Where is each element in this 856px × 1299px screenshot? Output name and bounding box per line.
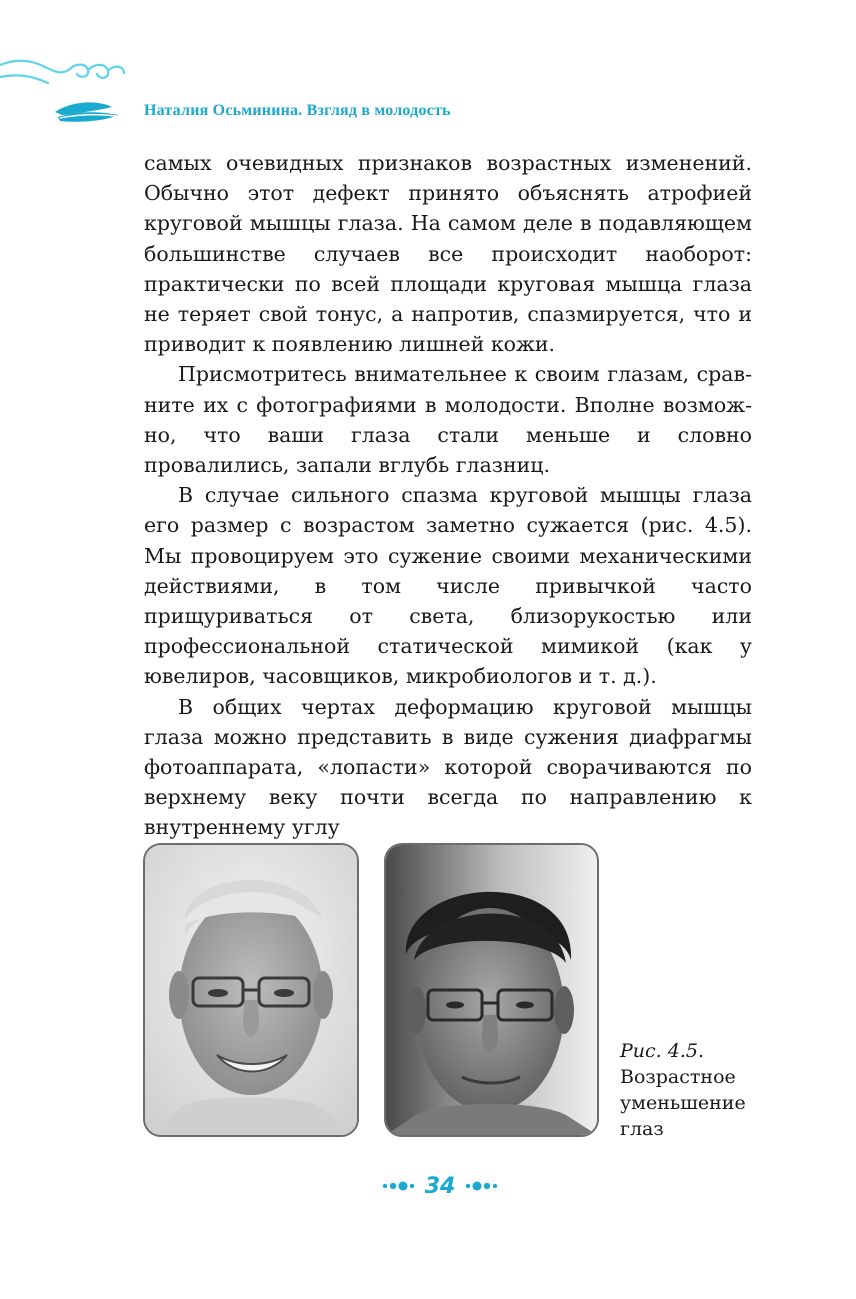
right-dots-ornament-icon bbox=[465, 1179, 499, 1193]
page-number: 34 bbox=[424, 1173, 456, 1199]
left-dots-ornament-icon bbox=[381, 1179, 415, 1193]
figure-description: Возрастное уменьшение глаз bbox=[620, 1066, 746, 1140]
header-ornament bbox=[0, 55, 135, 130]
running-title: Наталия Осьминина. Взгляд в молодость bbox=[144, 102, 451, 119]
paragraph-4: В общих чертах деформацию круговой мышцы глаза можно представить в виде сужения диафрагмы фотоаппарата, «лопасти» которой сворачиваются по верхнему веку почти всегда по направлению к внутреннему углу bbox=[144, 694, 752, 840]
figure-caption bbox=[620, 1038, 760, 1142]
photo-older-man bbox=[143, 843, 359, 1137]
body-text bbox=[144, 148, 752, 843]
page-number-block bbox=[380, 1170, 500, 1202]
paragraph-1: самых очевидных признаков возрастных изменений. Обычно этот дефект принято объяснять атрофией круговой мышцы глаза. На самом деле в подавляющем большинстве случаев все происходит наоборот: практически по всей площади круговая мышца глаза не теряет свой тонус, а напротив, спазмируется, что и приводит к появлению лишней кожи. bbox=[144, 151, 752, 357]
paragraph-2: Присмотритесь внимательнее к своим глазам, сравните их с фотографиями в молодости. Вполне возможно, что ваши глаза стали меньше и словно провалились, запали вглубь глазниц. bbox=[144, 362, 752, 478]
photo-younger-man bbox=[384, 843, 599, 1137]
figure-label: Рис. 4.5. bbox=[620, 1040, 704, 1062]
paragraph-3: В случае сильного спазма круговой мышцы глаза его размер с возрастом заметно сужается (рис. 4.5). Мы провоцируем это сужение своими механическими действиями, в том числе привычкой часто прищуриваться от света, близорукостью или профессиональной статической мимикой (как у ювелиров, часовщиков, микробиологов и т. д.). bbox=[144, 483, 752, 689]
